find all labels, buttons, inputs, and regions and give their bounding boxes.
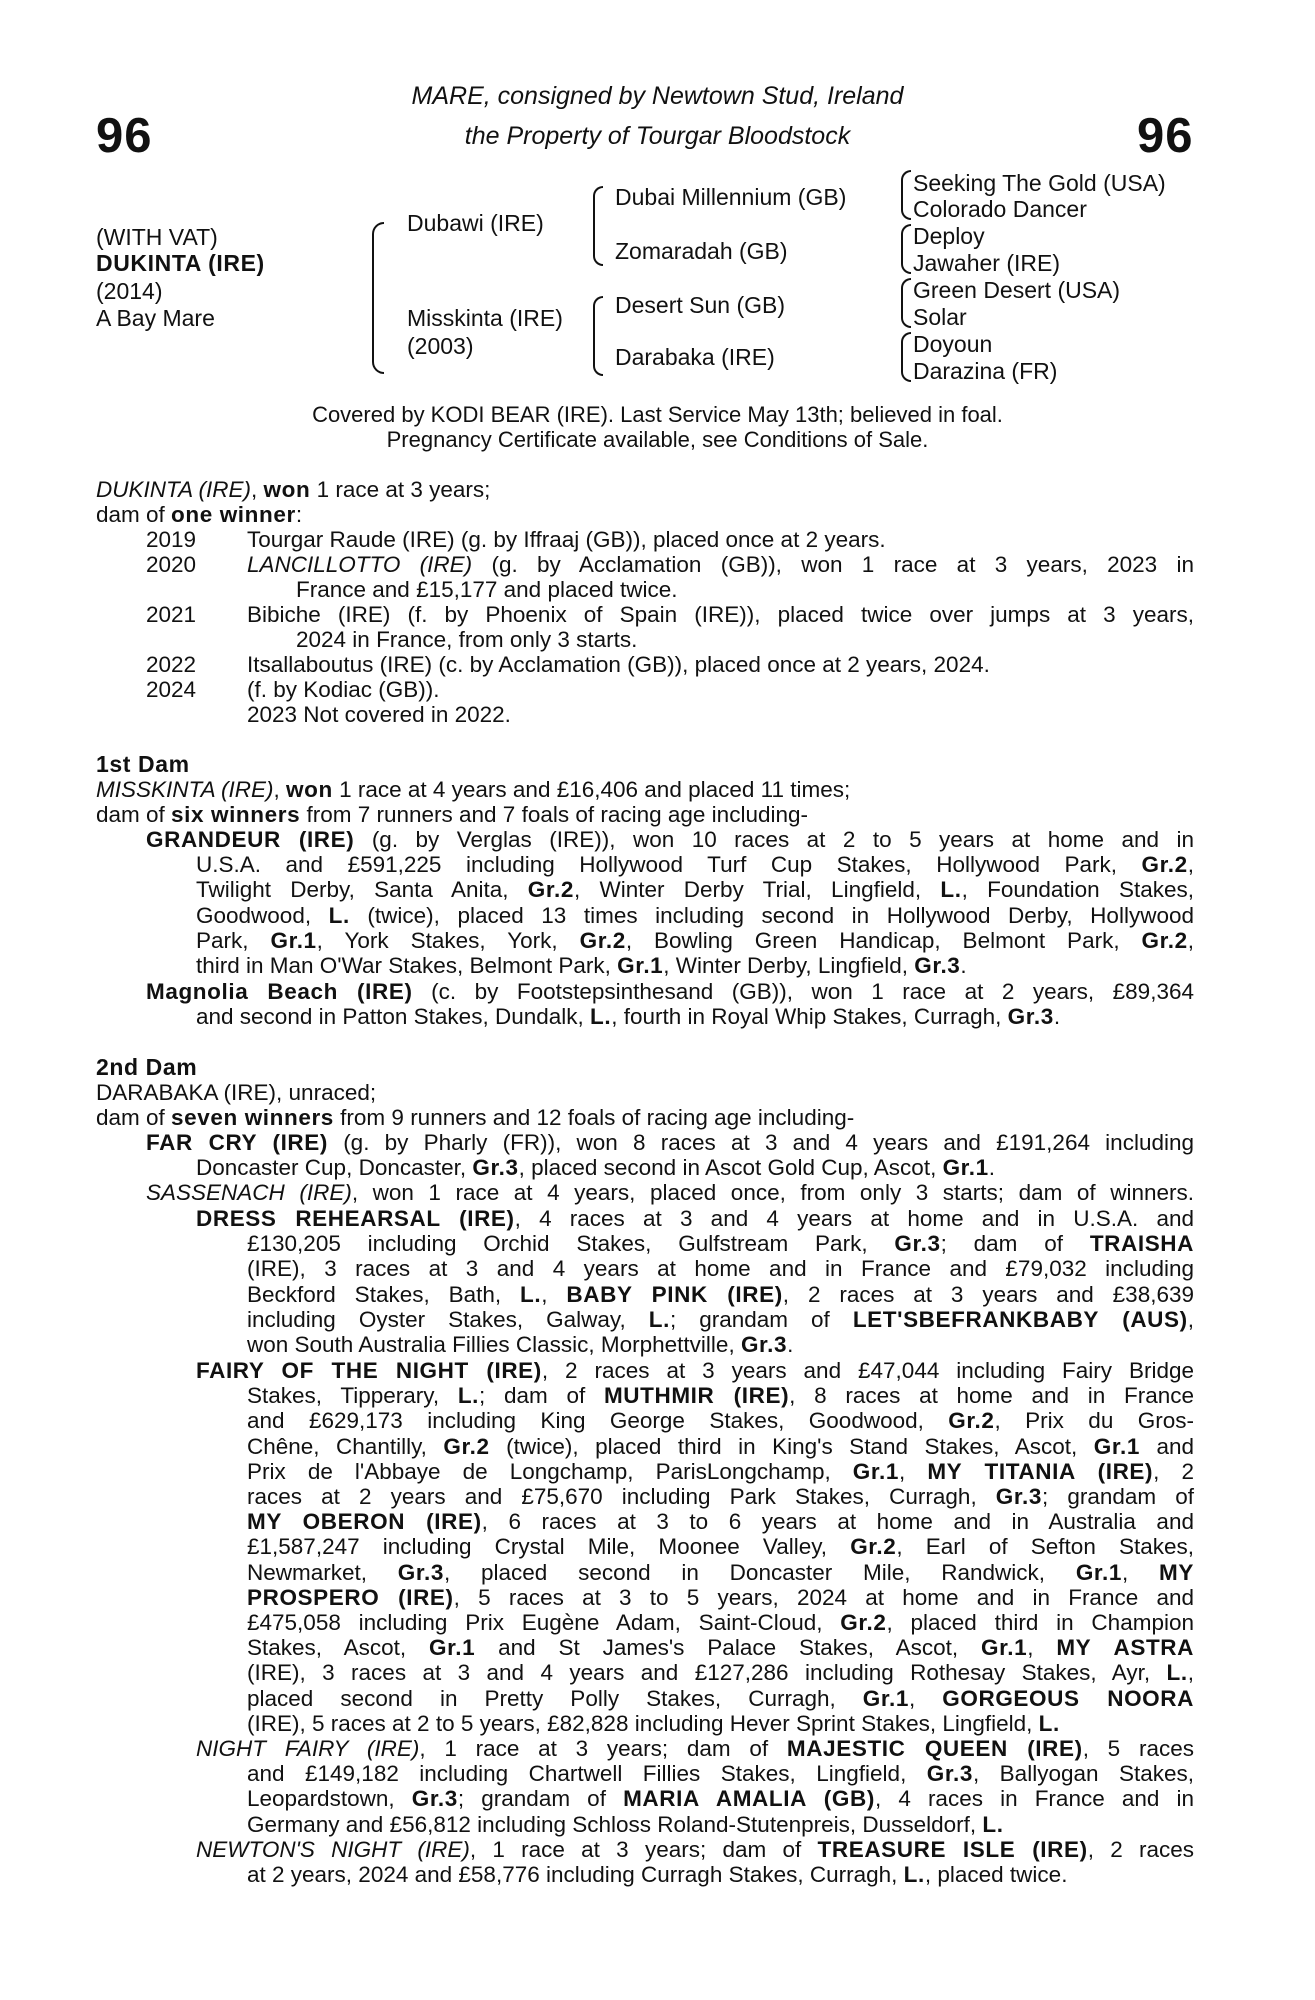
pedigree-dam: Misskinta (IRE) (407, 305, 563, 331)
entry-line: third in Man O'War Stakes, Belmont Park, Gr.1, Winter Derby, Lingfield, Gr.3. (196, 953, 967, 978)
entry-line: won South Australia Fillies Classic, Morphettville, Gr.3. (247, 1332, 794, 1357)
produce-entry: Bibiche (IRE) (f. by Phoenix of Spain (IRE)), placed twice over jumps at 3 years, (247, 602, 1194, 627)
horse-description: A Bay Mare (96, 305, 215, 331)
lot-number-right: 96 (1137, 109, 1194, 163)
entry-line: at 2 years, 2024 and £58,776 including Curragh Stakes, Curragh, L., placed twice. (247, 1862, 1068, 1888)
entry-line: (IRE), 3 races at 3 and 4 years at home and in France and £79,032 including (247, 1256, 1194, 1282)
pedigree-gen2: Dubai Millennium (GB) (615, 184, 847, 210)
pedigree-brace (901, 278, 911, 328)
vat-label: (WITH VAT) (96, 224, 218, 250)
entry-line: Germany and £56,812 including Schloss Roland-Stutenpreis, Dusseldorf, L. (247, 1811, 1004, 1837)
pedigree-gen3: Solar (913, 304, 967, 330)
entry-line: NEWTON'S NIGHT (IRE), 1 race at 3 years; dam of TREASURE ISLE (IRE), 2 races (196, 1837, 1194, 1862)
sassenach-entry: SASSENACH (IRE), won 1 race at 4 years, placed once, from only 3 starts; dam of winners. (146, 1180, 1194, 1205)
entry-line: placed second in Pretty Polly Stakes, Curragh, Gr.1, GORGEOUS NOORA (247, 1685, 1194, 1711)
pedigree-dam-year: (2003) (407, 333, 474, 359)
pedigree-gen3: Darazina (FR) (913, 358, 1058, 384)
second-dam-heading: 2nd Dam (96, 1054, 198, 1080)
entry-line: Leopardstown, Gr.3; grandam of MARIA AMALIA (GB), 4 races in France and in (247, 1786, 1194, 1812)
entry-line: DRESS REHEARSAL (IRE), 4 races at 3 and 4 years at home and in U.S.A. and (196, 1206, 1195, 1231)
produce-year: 2022 (146, 652, 197, 677)
entry-line: Newmarket, Gr.3, placed second in Doncaster Mile, Randwick, Gr.1, MY (247, 1559, 1194, 1585)
pedigree-gen3: Jawaher (IRE) (913, 250, 1060, 276)
pregnancy-line: Pregnancy Certificate available, see Conditions of Sale. (386, 427, 929, 452)
produce-dam-of: dam of one winner: (96, 502, 303, 527)
produce-note: 2023 Not covered in 2022. (247, 702, 511, 727)
pedigree-sire: Dubawi (IRE) (407, 210, 544, 236)
entry-line: Doncaster Cup, Doncaster, Gr.3, placed second in Ascot Gold Cup, Ascot, Gr.1. (196, 1155, 996, 1181)
entry-line: Chêne, Chantilly, Gr.2 (twice), placed third in King's Stand Stakes, Ascot, Gr.1 and (247, 1433, 1194, 1459)
horse-name: DUKINTA (IRE) (96, 250, 265, 276)
produce-entry: LANCILLOTTO (IRE) (g. by Acclamation (GB)), won 1 race at 3 years, 2023 in (247, 552, 1194, 577)
produce-entry: Tourgar Raude (IRE) (g. by Iffraaj (GB)), placed once at 2 years. (247, 527, 886, 552)
entry-line: GRANDEUR (IRE) (g. by Verglas (IRE)), won 10 races at 2 to 5 years at home and in (146, 827, 1194, 852)
pedigree-gen2: Darabaka (IRE) (615, 344, 775, 370)
entry-line: Magnolia Beach (IRE) (c. by Footstepsinthesand (GB)), won 1 race at 2 years, £89,364 (146, 979, 1194, 1004)
produce-year: 2020 (146, 552, 197, 577)
entry-line: Park, Gr.1, York Stakes, York, Gr.2, Bowling Green Handicap, Belmont Park, Gr.2, (196, 927, 1194, 953)
entry-line: (IRE), 5 races at 2 to 5 years, £82,828 including Hever Sprint Stakes, Lingfield, L. (247, 1710, 1060, 1736)
entry-line: FAIRY OF THE NIGHT (IRE), 2 races at 3 years and £47,044 including Fairy Bridge (196, 1358, 1194, 1383)
pedigree-gen2: Desert Sun (GB) (615, 292, 785, 318)
entry-line: £1,587,247 including Crystal Mile, Moonee Valley, Gr.2, Earl of Sefton Stakes, (247, 1534, 1194, 1560)
pedigree-gen3: Seeking The Gold (USA) (913, 170, 1166, 196)
pedigree-gen2: Zomaradah (GB) (615, 238, 788, 264)
first-dam-heading: 1st Dam (96, 751, 190, 777)
entry-line: PROSPERO (IRE), 5 races at 3 to 5 years, 2024 at home and in France and (247, 1584, 1194, 1610)
produce-intro: DUKINTA (IRE), won 1 race at 3 years; (96, 477, 491, 502)
pedigree-gen3: Doyoun (913, 331, 993, 357)
pedigree-brace (901, 224, 911, 274)
pedigree-brace (593, 296, 603, 376)
horse-year: (2014) (96, 278, 163, 304)
second-dam-line: DARABAKA (IRE), unraced; (96, 1080, 377, 1105)
entry-line: and £629,173 including King George Stakes, Goodwood, Gr.2, Prix du Gros- (247, 1408, 1194, 1434)
covered-line: Covered by KODI BEAR (IRE). Last Service May 13th; believed in foal. (312, 402, 1003, 427)
second-dam-dam-of: dam of seven winners from 9 runners and 12 foals of racing age including- (96, 1105, 855, 1130)
lot-number-left: 96 (96, 109, 153, 163)
pedigree-brace (901, 170, 911, 220)
entry-line: Beckford Stakes, Bath, L., BABY PINK (IRE), 2 races at 3 years and £38,639 (247, 1281, 1194, 1307)
entry-line: Twilight Derby, Santa Anita, Gr.2, Winter Derby Trial, Lingfield, L., Foundation Stakes, (196, 877, 1194, 903)
pedigree-brace (593, 186, 603, 266)
entry-line: Prix de l'Abbaye de Longchamp, ParisLongchamp, Gr.1, MY TITANIA (IRE), 2 (247, 1458, 1194, 1484)
entry-line: £475,058 including Prix Eugène Adam, Saint-Cloud, Gr.2, placed third in Champion (247, 1610, 1194, 1635)
entry-line: and £149,182 including Chartwell Fillies Stakes, Lingfield, Gr.3, Ballyogan Stakes, (247, 1761, 1194, 1787)
entry-line: £130,205 including Orchid Stakes, Gulfstream Park, Gr.3; dam of TRAISHA (247, 1231, 1195, 1257)
entry-line: MY OBERON (IRE), 6 races at 3 to 6 years at home and in Australia and (247, 1509, 1194, 1535)
pedigree-gen3: Green Desert (USA) (913, 277, 1121, 303)
produce-year: 2019 (146, 527, 197, 552)
entry-line: NIGHT FAIRY (IRE), 1 race at 3 years; dam of MAJESTIC QUEEN (IRE), 5 races (196, 1736, 1194, 1761)
consignor-line: MARE, consigned by Newtown Stud, Ireland (411, 82, 904, 110)
produce-year: 2024 (146, 677, 197, 702)
entry-line: U.S.A. and £591,225 including Hollywood Turf Cup Stakes, Hollywood Park, Gr.2, (196, 852, 1194, 878)
entry-line: (IRE), 3 races at 3 and 4 years and £127,286 including Rothesay Stakes, Ayr, L., (247, 1660, 1194, 1686)
entry-line: Stakes, Ascot, Gr.1 and St James's Palace Stakes, Ascot, Gr.1, MY ASTRA (247, 1635, 1194, 1661)
entry-line: races at 2 years and £75,670 including Park Stakes, Curragh, Gr.3; grandam of (247, 1484, 1194, 1509)
entry-line: including Oyster Stakes, Galway, L.; grandam of LET'SBEFRANKBABY (AUS), (247, 1306, 1194, 1332)
first-dam-line: MISSKINTA (IRE), won 1 race at 4 years and £16,406 and placed 11 times; (96, 777, 851, 802)
entry-line: Goodwood, L. (twice), placed 13 times including second in Hollywood Derby, Hollywood (196, 902, 1194, 928)
pedigree-gen3: Deploy (913, 223, 985, 249)
property-line: the Property of Tourgar Bloodstock (464, 122, 851, 150)
pedigree-brace (901, 332, 911, 382)
entry-line: FAR CRY (IRE) (g. by Pharly (FR)), won 8 races at 3 and 4 years and £191,264 including (146, 1130, 1194, 1155)
produce-year: 2021 (146, 602, 197, 627)
produce-entry-cont: France and £15,177 and placed twice. (296, 577, 678, 602)
produce-entry: Itsallaboutus (IRE) (c. by Acclamation (GB)), placed once at 2 years, 2024. (247, 652, 990, 677)
entry-line: Stakes, Tipperary, L.; dam of MUTHMIR (IRE), 8 races at home and in France (247, 1383, 1195, 1409)
pedigree-gen3: Colorado Dancer (913, 196, 1087, 222)
entry-line: and second in Patton Stakes, Dundalk, L., fourth in Royal Whip Stakes, Curragh, Gr.3. (196, 1004, 1061, 1030)
pedigree-brace (372, 222, 384, 374)
first-dam-dam-of: dam of six winners from 7 runners and 7 foals of racing age including- (96, 802, 808, 827)
produce-entry-cont: 2024 in France, from only 3 starts. (296, 627, 638, 652)
produce-entry: (f. by Kodiac (GB)). (247, 677, 440, 702)
